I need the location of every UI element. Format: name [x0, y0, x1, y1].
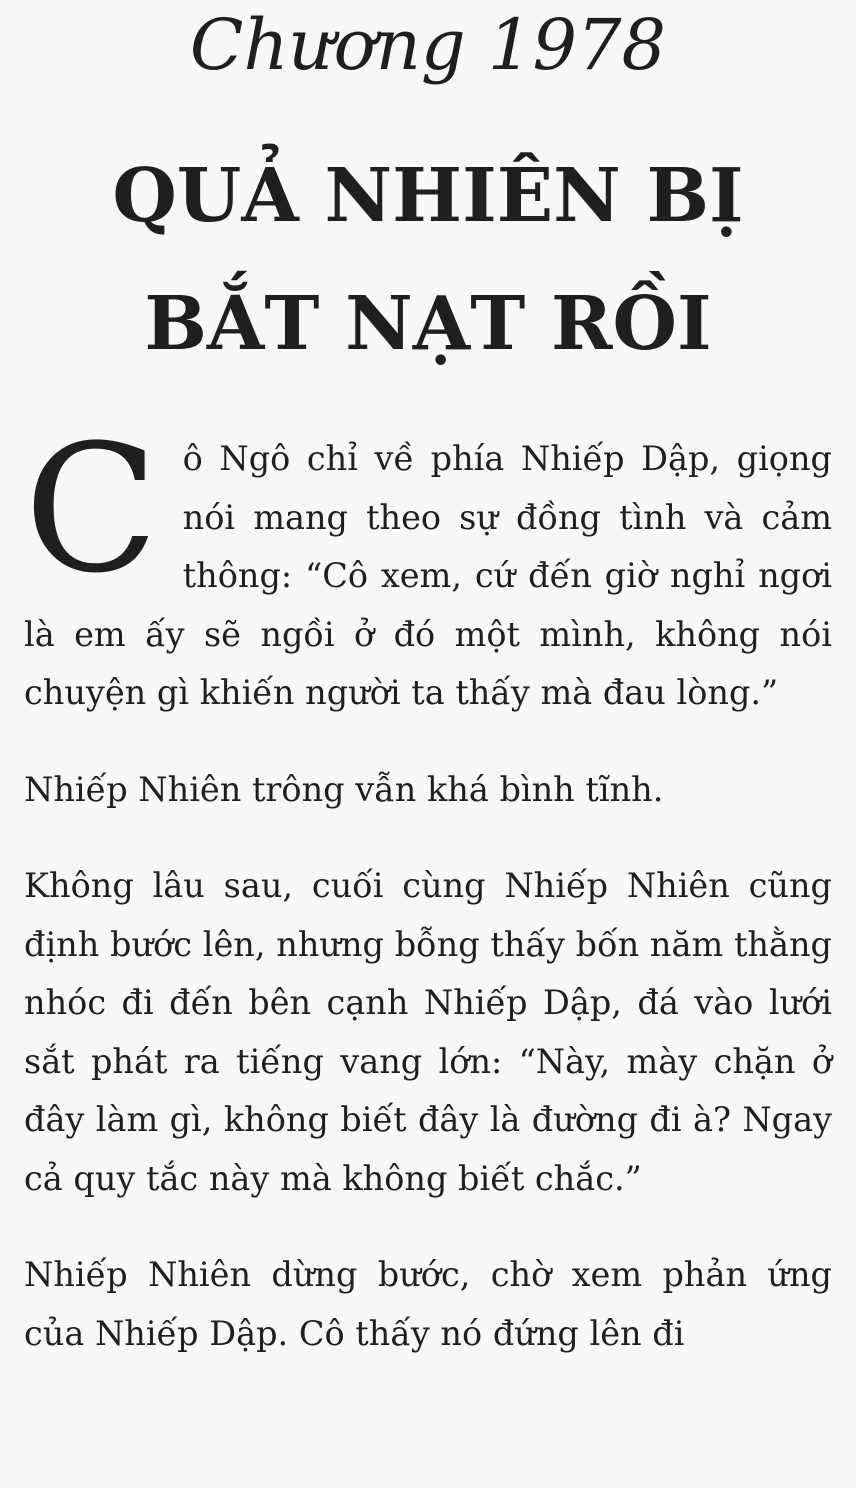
paragraph-1-text: ô Ngô chỉ về phía Nhiếp Dập, giọng nói mang theo sự đồng tình và cảm thông: “Cô xem, cứ đến giờ nghỉ ngơi là em ấy sẽ ngồi ở đó một mình, không nói chuyện gì khiến người ta thấy mà đau lòng.”: [24, 439, 832, 712]
paragraph-3: Không lâu sau, cuối cùng Nhiếp Nhiên cũng định bước lên, nhưng bỗng thấy bốn năm thằng nhóc đi đến bên cạnh Nhiếp Dập, đá vào lưới sắt phát ra tiếng vang lớn: “Này, mày chặn ở đây làm gì, không biết đây là đường đi à? Ngay cả quy tắc này mà không biết chắc.”: [24, 866, 832, 1198]
chapter-title: QUẢ NHIÊN BỊ BẮT NẠT RỒI: [112, 153, 744, 367]
paragraph-4: Nhiếp Nhiên dừng bước, chờ xem phản ứng của Nhiếp Dập. Cô thấy nó đứng lên đi: [24, 1255, 832, 1353]
paragraph-2: Nhiếp Nhiên trông vẫn khá bình tĩnh.: [24, 769, 664, 809]
drop-cap: C: [24, 407, 159, 612]
chapter-body: [24, 407, 832, 1401]
chapter-number: Chương 1978: [189, 4, 667, 86]
paragraph-1: [24, 407, 832, 723]
